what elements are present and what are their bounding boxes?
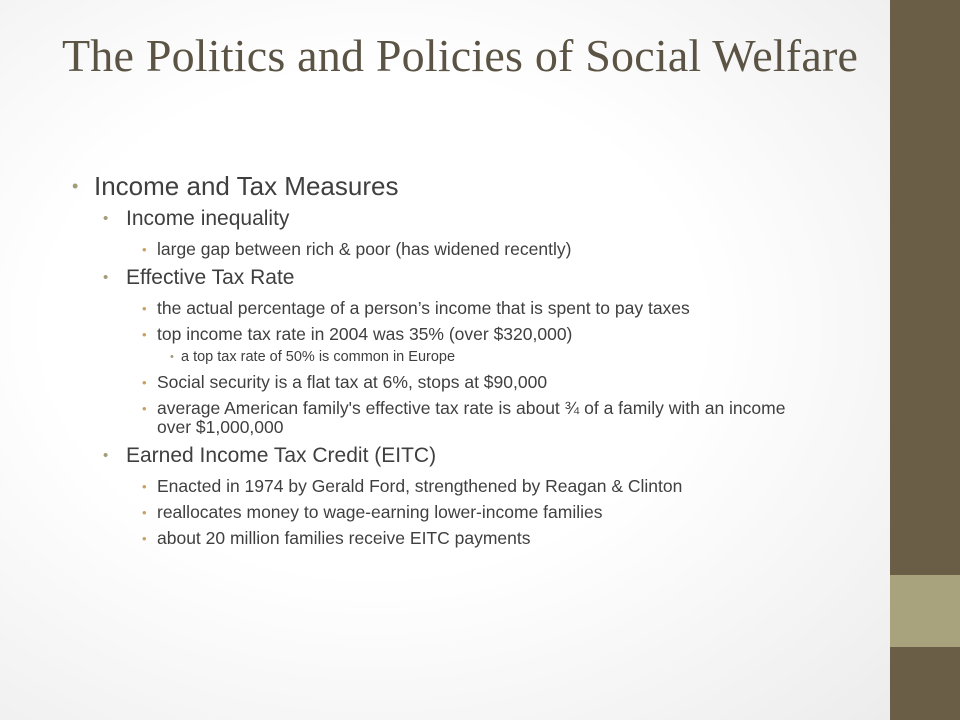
bullet-icon: •	[142, 479, 147, 494]
bullet-income-tax-measures	[70, 168, 810, 204]
bullet-eitc-families	[70, 529, 810, 548]
bullet-income-inequality-detail	[70, 240, 810, 259]
bullet-icon: •	[142, 301, 147, 316]
bullet-icon: •	[103, 210, 109, 227]
bullet-eitc-reallocates	[70, 503, 810, 522]
bullet-eitc-enacted	[70, 477, 810, 496]
bullet-text: the actual percentage of a person’s income that is spent to pay taxes	[157, 298, 690, 318]
sidebar-accent-middle	[890, 575, 960, 647]
bullet-effective-tax-rate	[70, 263, 810, 292]
bullet-etr-social-security	[70, 373, 810, 392]
bullet-icon: •	[72, 176, 79, 196]
bullet-text: Effective Tax Rate	[126, 266, 295, 289]
bullet-icon: •	[170, 351, 174, 363]
bullet-text: Enacted in 1974 by Gerald Ford, strengthened by Reagan & Clinton	[157, 476, 683, 496]
bullet-eitc	[70, 441, 810, 470]
bullet-text: Income inequality	[126, 207, 290, 230]
bullet-text: Income and Tax Measures	[94, 171, 399, 201]
bullet-icon: •	[142, 505, 147, 520]
bullet-icon: •	[103, 269, 109, 286]
sidebar-accent-bottom	[890, 647, 960, 720]
bullet-text: average American family's effective tax rate is about ¾ of a family with an income over $1,000,000	[157, 398, 786, 437]
bullet-icon: •	[142, 327, 147, 342]
bullet-text: Social security is a flat tax at 6%, stops at $90,000	[157, 372, 548, 392]
bullet-text: reallocates money to wage-earning lower-income families	[157, 502, 603, 522]
slide-content	[70, 168, 810, 552]
bullet-icon: •	[103, 447, 109, 464]
bullet-icon: •	[142, 375, 147, 390]
bullet-etr-average-family	[70, 399, 810, 437]
slide-title: The Politics and Policies of Social Welfare	[62, 30, 859, 81]
bullet-text: Earned Income Tax Credit (EITC)	[126, 444, 437, 467]
bullet-text: large gap between rich & poor (has widened recently)	[157, 239, 572, 259]
sidebar-accent-top	[890, 0, 960, 575]
bullet-list	[70, 168, 810, 548]
bullet-text: about 20 million families receive EITC payments	[157, 528, 531, 548]
bullet-text: top income tax rate in 2004 was 35% (over $320,000)	[157, 324, 573, 344]
bullet-etr-top-rate	[70, 325, 810, 344]
bullet-text: a top tax rate of 50% is common in Europe	[181, 349, 456, 365]
bullet-income-inequality	[70, 204, 810, 233]
bullet-icon: •	[142, 242, 147, 257]
bullet-icon: •	[142, 531, 147, 546]
bullet-etr-europe	[70, 348, 810, 366]
bullet-etr-definition	[70, 299, 810, 318]
bullet-icon: •	[142, 401, 147, 416]
